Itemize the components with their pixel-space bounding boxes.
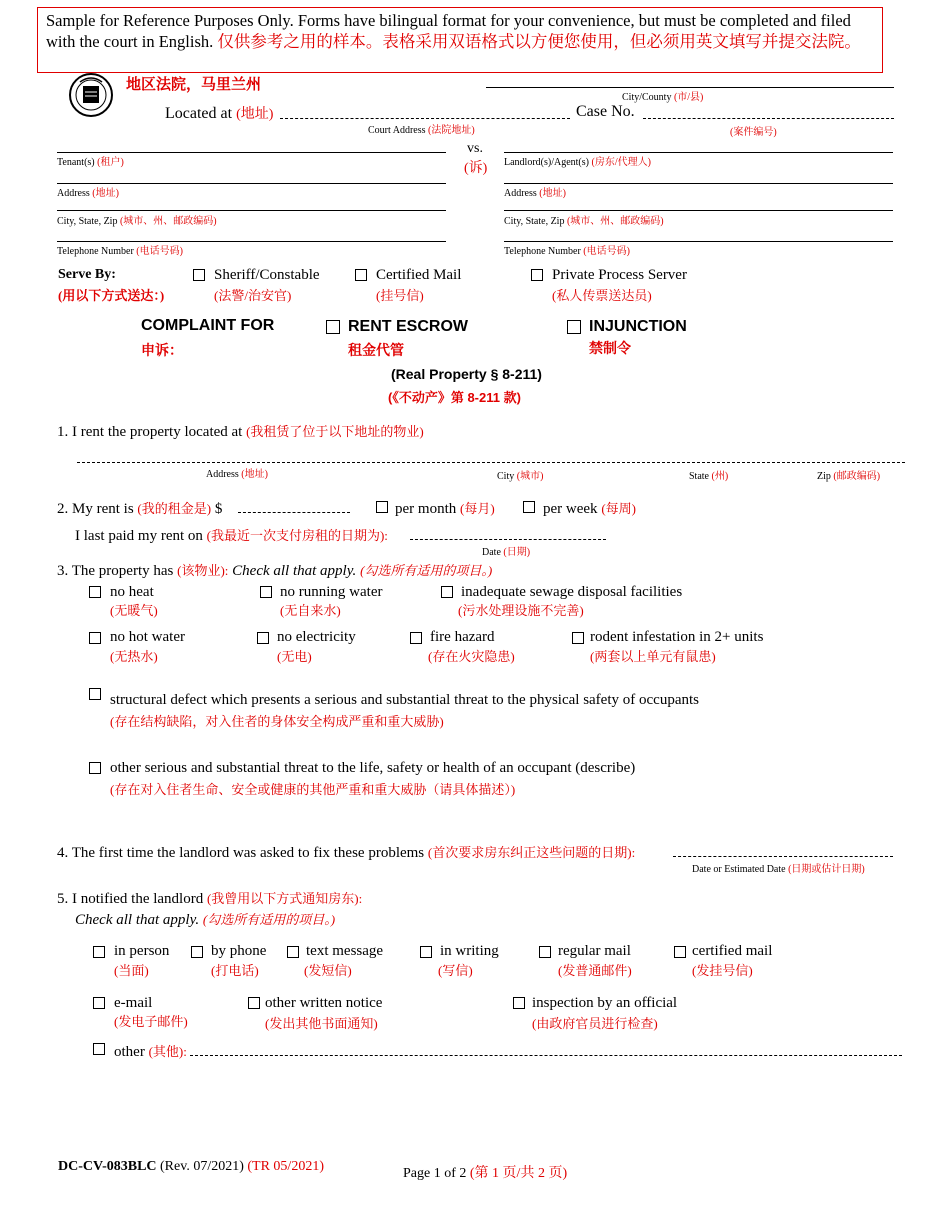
landlord-address-label: Address (地址) [504,188,566,199]
in-person-label: in person [114,943,170,959]
email-label: e-mail [114,995,153,1011]
rodent-infestation-label-cn: (两套以上单元有鼠患) [590,649,716,664]
q2-rent-text: 2. My rent is (我的租金是) $ [57,501,223,517]
rent-escrow-checkbox[interactable] [326,320,340,334]
in-writing-checkbox[interactable] [420,946,432,958]
other-written-notice-checkbox[interactable] [248,997,260,1009]
private-process-label: Private Process Server [552,267,687,283]
landlord-label: Landlord(s)/Agent(s) (房东/代理人) [504,157,651,168]
email-checkbox[interactable] [93,997,105,1009]
q4-date-label: Date or Estimated Date (日期或估计日期) [692,864,865,875]
vs-label: vs. [467,141,483,156]
q5-check-all: Check all that apply. (勾选所有适用的项目。) [75,912,336,928]
fire-hazard-label: fire hazard [430,629,495,645]
statute-label-cn: (《不动产》第 8-211 款) [388,390,521,405]
per-week-label: per week (每周) [543,501,636,517]
injunction-checkbox[interactable] [567,320,581,334]
other-method-label: other (其他): [114,1044,187,1060]
no-electricity-checkbox[interactable] [257,632,269,644]
in-person-checkbox[interactable] [93,946,105,958]
q1-text: 1. I rent the property located at (我租赁了位于以下地址的物业) [57,424,424,440]
rent-amount-field[interactable] [238,512,350,513]
q4-text: 4. The first time the landlord was asked to fix these problems (首次要求房东纠正这些问题的日期): [57,845,636,861]
last-paid-date-field[interactable] [410,539,606,540]
q1-city-label: City (城市) [497,471,544,482]
certified-mail-notice-checkbox[interactable] [674,946,686,958]
certified-mail-notice-label: certified mail [692,943,773,959]
q1-zip-label: Zip (邮政编码) [817,471,881,482]
no-hot-water-checkbox[interactable] [89,632,101,644]
in-person-label-cn: (当面) [114,963,149,978]
no-heat-label-cn: (无暖气) [110,603,158,618]
no-hot-water-label: no hot water [110,629,185,645]
structural-defect-label: structural defect which presents a serious and substantial threat to the physical safety of occupants [110,692,699,708]
q5-text: 5. I notified the landlord (我曾用以下方式通知房东): [57,891,363,907]
inadequate-sewage-label-cn: (污水处理设施不完善) [458,603,584,618]
sheriff-label: Sheriff/Constable [214,267,320,283]
structural-defect-checkbox[interactable] [89,688,101,700]
q1-state-label: State (州) [689,471,729,482]
certified-mail-notice-label-cn: (发挂号信) [692,963,753,978]
injunction-label: INJUNCTION [589,318,687,335]
other-method-field[interactable] [190,1055,902,1056]
text-message-label: text message [306,943,384,959]
in-writing-label: in writing [440,943,499,959]
complaint-for-label-cn: 申诉： [141,342,183,358]
private-process-label-cn: (私人传票送达员) [552,288,652,303]
certified-mail-label: Certified Mail [376,267,462,283]
no-heat-label: no heat [110,584,154,600]
by-phone-label: by phone [211,943,267,959]
inadequate-sewage-label: inadequate sewage disposal facilities [461,584,683,600]
statute-label: (Real Property § 8-211) [391,366,542,382]
landlord-phone-label: Telephone Number (电话号码) [504,246,630,257]
other-written-notice-label-cn: (发出其他书面通知) [265,1016,378,1031]
maryland-seal-icon [68,72,114,118]
tenant-city-line[interactable] [57,210,446,211]
q4-date-field[interactable] [673,856,893,857]
q1-address-field[interactable] [77,462,905,463]
no-running-water-label: no running water [280,584,383,600]
regular-mail-label-cn: (发普通邮件) [558,963,632,978]
rodent-infestation-checkbox[interactable] [572,632,584,644]
text-message-checkbox[interactable] [287,946,299,958]
landlord-city-line[interactable] [504,210,893,211]
other-threat-checkbox[interactable] [89,762,101,774]
regular-mail-label: regular mail [558,943,631,959]
no-electricity-label-cn: (无电) [277,649,312,664]
no-running-water-checkbox[interactable] [260,586,272,598]
court-name-cn: 地区法院，马里兰州 [126,76,262,93]
injunction-label-cn: 禁制令 [589,340,631,356]
by-phone-label-cn: (打电话) [211,963,259,978]
tenant-label: Tenant(s) (租户) [57,157,124,168]
serve-by-label-cn: (用以下方式送达：) [58,288,165,303]
per-week-checkbox[interactable] [523,501,535,513]
no-running-water-label-cn: (无自来水) [280,603,341,618]
text-message-label-cn: (发短信) [304,963,352,978]
q3-text: 3. The property has (该物业): Check all that apply. (勾选所有适用的项目。) [57,563,493,579]
other-written-notice-label: other written notice [265,995,383,1011]
court-address-field[interactable] [280,118,570,119]
per-month-checkbox[interactable] [376,501,388,513]
case-no-label-cn: (案件编号) [730,127,777,138]
other-threat-label: other serious and substantial threat to the life, safety or health of an occupant (describe) [110,760,636,776]
in-writing-label-cn: (写信) [438,963,473,978]
located-at-label: Located at (地址) [165,105,274,122]
inspection-label-cn: (由政府官员进行检查) [532,1016,658,1031]
private-process-checkbox[interactable] [531,269,543,281]
per-month-label: per month (每月) [395,501,495,517]
email-label-cn: (发电子邮件) [114,1014,188,1029]
sheriff-label-cn: (法警/治安官) [214,288,292,303]
regular-mail-checkbox[interactable] [539,946,551,958]
fire-hazard-label-cn: (存在火灾隐患) [428,649,515,664]
rent-escrow-label: RENT ESCROW [348,318,468,335]
rent-escrow-label-cn: 租金代管 [348,342,404,358]
other-threat-label-cn: (存在对入住者生命、安全或健康的其他严重和重大威胁（请具体描述）) [110,782,516,797]
inspection-checkbox[interactable] [513,997,525,1009]
last-paid-text: I last paid my rent on (我最近一次支付房租的日期为): [75,528,388,544]
by-phone-checkbox[interactable] [191,946,203,958]
landlord-city-label: City, State, Zip (城市、州、邮政编码) [504,216,664,227]
no-hot-water-label-cn: (无热水) [110,649,158,664]
case-no-field[interactable] [643,118,894,119]
inspection-label: inspection by an official [532,995,678,1011]
case-no-label: Case No. [576,103,635,120]
tenant-city-label: City, State, Zip (城市、州、邮政编码) [57,216,217,227]
certified-mail-checkbox[interactable] [355,269,367,281]
serve-by-label: Serve By: [58,267,116,282]
city-county-label: City/County (市/县) [622,92,704,103]
page-number: Page 1 of 2 (第 1 页/共 2 页) [403,1166,568,1181]
other-method-checkbox[interactable] [93,1043,105,1055]
last-paid-date-label: Date (日期) [482,547,531,558]
complaint-for-label: COMPLAINT FOR [141,317,275,334]
form-id: DC-CV-083BLC (Rev. 07/2021) (TR 05/2021) [58,1159,324,1174]
structural-defect-label-cn: (存在结构缺陷，对入住者的身体安全构成严重和重大威胁) [110,714,444,729]
rodent-infestation-label: rodent infestation in 2+ units [590,629,764,645]
fire-hazard-checkbox[interactable] [410,632,422,644]
sheriff-checkbox[interactable] [193,269,205,281]
notice-chinese: 仅供参考之用的样本。表格采用双语格式以方便您使用，但必须用英文填写并提交法院。 [217,32,861,51]
court-address-label: Court Address (法院地址) [368,125,475,136]
inadequate-sewage-checkbox[interactable] [441,586,453,598]
certified-mail-label-cn: (挂号信) [376,288,424,303]
notice-english: Sample for Reference Purposes Only. Forms have bilingual format for your convenience, but must be completed and filed with the court in English. [46,11,851,51]
vs-label-cn: (诉) [464,161,488,176]
no-electricity-label: no electricity [277,629,356,645]
no-heat-checkbox[interactable] [89,586,101,598]
reference-notice [37,7,883,73]
tenant-address-label: Address (地址) [57,188,119,199]
q1-address-label: Address (地址) [206,469,268,480]
tenant-phone-label: Telephone Number (电话号码) [57,246,183,257]
